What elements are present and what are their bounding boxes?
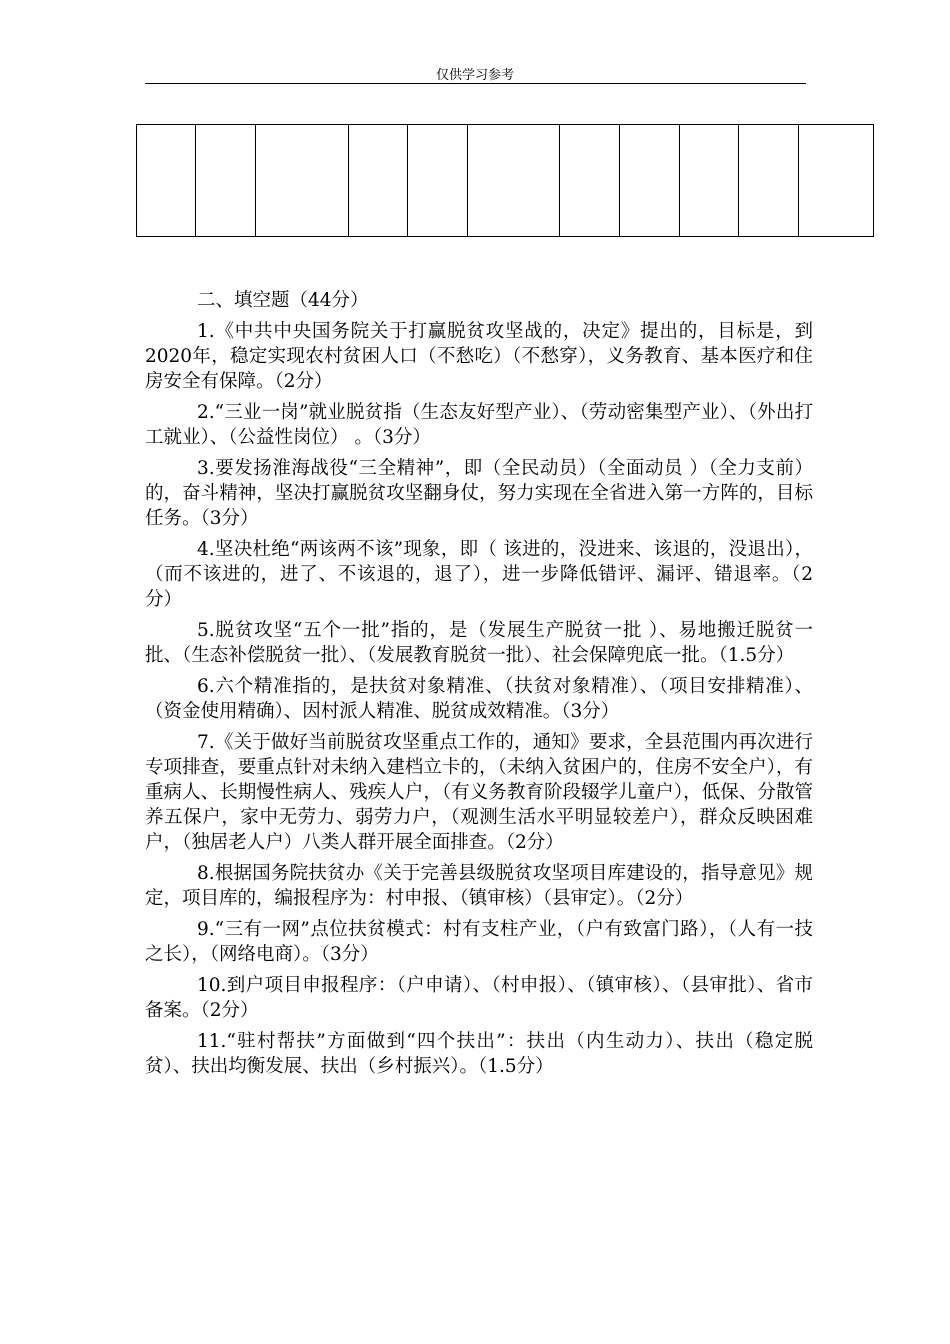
answer-cell <box>137 125 196 237</box>
document-body <box>145 288 813 1085</box>
header-rule <box>145 83 806 84</box>
question-7: 7.《关于做好当前脱贫攻坚重点工作的，通知》要求，全县范围内再次进行专项排查，要重点针对未纳入建档立卡的，（未纳入贫困户的，住房不安全户），有重病人、长期慢性病人、残疾人户，（有义务教育阶段辍学儿童户），低保、分散管养五保户，家中无劳力、弱劳力户，（观测生活水平明显较差户），群众反映困难户，（独居老人户）八类人群开展全面排查。（2分） <box>145 732 813 853</box>
question-1: 1.《中共中央国务院关于打赢脱贫攻坚战的，决定》提出的，目标是，到2020年，稳定实现农村贫困人口（不愁吃）（不愁穿），义务教育、基本医疗和住房安全有保障。（2分） <box>145 321 813 392</box>
answer-cell <box>799 125 874 237</box>
answer-cell <box>620 125 680 237</box>
answer-cell <box>680 125 739 237</box>
question-6: 6.六个精准指的，是扶贫对象精准、（扶贫对象精准）、（项目安排精准）、（资金使用精确）、因村派人精准、脱贫成效精准。（3分） <box>145 676 813 722</box>
question-11: 11.“驻村帮扶”方面做到“四个扶出”：扶出（内生动力）、扶出（稳定脱贫）、扶出均衡发展、扶出（乡村振兴）。（1.5分） <box>145 1031 813 1077</box>
question-2: 2.“三业一岗”就业脱贫指（生态友好型产业）、（劳动密集型产业）、（外出打工就业）、（公益性岗位） 。（3分） <box>145 402 813 448</box>
answer-grid <box>136 124 874 237</box>
answer-cell <box>468 125 560 237</box>
answer-cell <box>349 125 408 237</box>
answer-cell <box>408 125 468 237</box>
question-8: 8.根据国务院扶贫办《关于完善县级脱贫攻坚项目库建设的，指导意见》规定，项目库的，编报程序为：村申报、（镇审核）（县审定）。（2分） <box>145 863 813 909</box>
page-header-text: 仅供学习参考 <box>435 68 514 83</box>
answer-grid-row <box>137 125 874 237</box>
question-9: 9.“三有一网”点位扶贫模式：村有支柱产业，（户有致富门路），（人有一技之长），（网络电商）。（3分） <box>145 919 813 965</box>
section-title: 二、填空题（44分） <box>197 290 369 311</box>
question-10: 10.到户项目申报程序：（户申请）、（村申报）、（镇审核）、（县审批）、省市备案。（2分） <box>145 975 813 1021</box>
answer-cell <box>196 125 256 237</box>
answer-cell <box>560 125 620 237</box>
question-5: 5.脱贫攻坚“五个一批”指的，是（发展生产脱贫一批 ）、易地搬迁脱贫一批、（生态补偿脱贫一批）、（发展教育脱贫一批）、社会保障兜底一批。（1.5分） <box>145 620 813 666</box>
question-4: 4.坚决杜绝“两该两不该”现象，即（ 该进的，没进来、该退的，没退出），（而不该进的，进了、不该退的，退了），进一步降低错评、漏评、错退率。（2分） <box>145 539 813 610</box>
answer-cell <box>739 125 799 237</box>
question-3: 3.要发扬淮海战役“三全精神”，即（全民动员）（全面动员 ）（全力支前）的，奋斗精神，坚决打赢脱贫攻坚翻身仗，努力实现在全省进入第一方阵的，目标任务。（3分） <box>145 458 813 529</box>
answer-cell <box>256 125 349 237</box>
